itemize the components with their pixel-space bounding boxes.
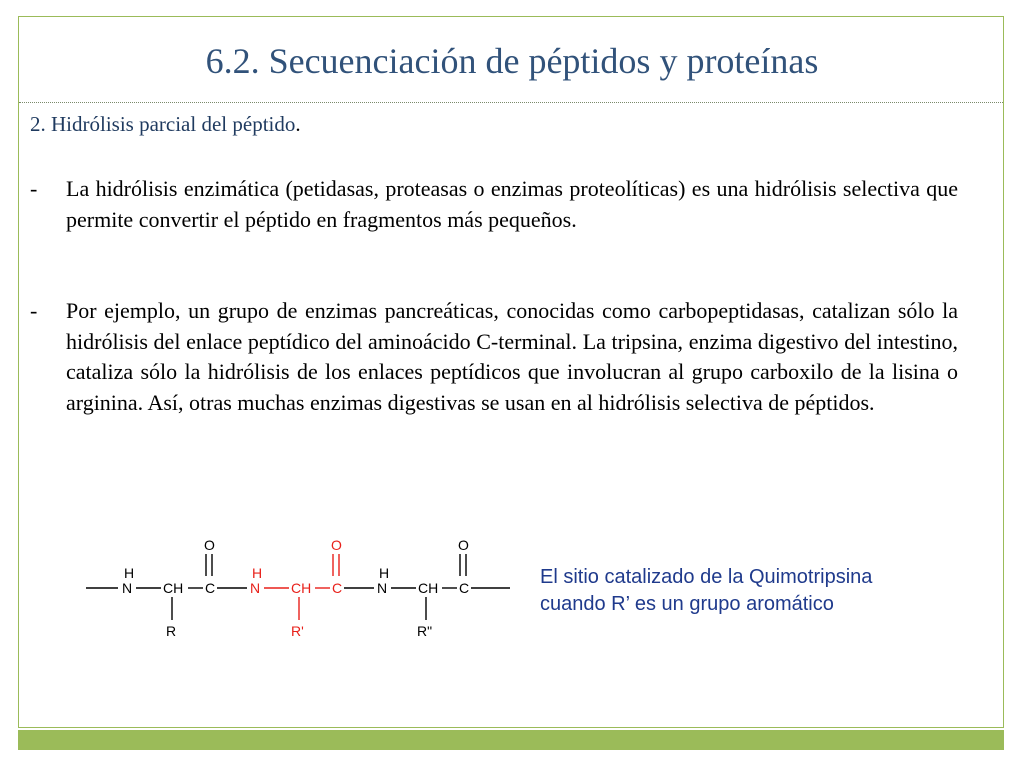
- atom-o: O: [204, 537, 215, 553]
- title-divider: [19, 102, 1003, 103]
- section-heading: [30, 112, 301, 137]
- atom-ch: CH: [418, 580, 439, 596]
- caption-line: cuando R’ es un grupo aromático: [540, 593, 834, 615]
- atom-ch: CH: [291, 580, 312, 596]
- diagram-caption: [540, 564, 872, 618]
- atom-r-prime: R': [291, 623, 304, 639]
- slide-title: 6.2. Secuenciación de péptidos y proteínas: [205, 41, 819, 81]
- section-heading-text: 2. Hidrólisis parcial del péptido: [30, 112, 296, 136]
- atom-n: N: [377, 580, 388, 596]
- atom-n: N: [250, 580, 261, 596]
- section-heading-period: .: [295, 112, 301, 136]
- bullet-text: La hidrólisis enzimática (petidasas, proteasas o enzimas proteolíticas) es una hidrólisis selectiva que permite convertir el péptido en fragmentos más pequeños.: [66, 176, 958, 232]
- caption-line: El sitio catalizado de la Quimotripsina: [540, 566, 873, 588]
- bullet-marker: -: [30, 298, 38, 323]
- peptide-structure-diagram: [82, 536, 522, 642]
- atom-h: H: [124, 565, 135, 581]
- bullet-text: Por ejemplo, un grupo de enzimas pancreáticas, conocidas como carbopeptidasas, catalizan sólo la hidrólisis del enlace peptídico del aminoácido C-terminal. La tripsina, enzima digestivo del intestino, cataliza sólo la hidrólisis de los enlaces peptídicos que involucran al grupo carboxilo de la lisina o arginina. Así, otras muchas enzimas digestivas se usan en al hidrólisis selectiva de péptidos.: [66, 298, 958, 415]
- atom-c: C: [332, 580, 343, 596]
- bullet-item: [30, 174, 958, 235]
- atom-n: N: [122, 580, 133, 596]
- atom-c: C: [205, 580, 216, 596]
- atom-c: C: [459, 580, 470, 596]
- bullet-item: [30, 296, 958, 418]
- residue-1: [86, 554, 212, 620]
- bullet-marker: -: [30, 176, 38, 201]
- atom-r-double-prime: R": [417, 623, 433, 639]
- atom-h: H: [379, 565, 390, 581]
- atom-ch: CH: [163, 580, 184, 596]
- atom-r: R: [166, 623, 177, 639]
- residue-3: [391, 554, 510, 620]
- atom-o: O: [458, 537, 469, 553]
- atom-o: O: [331, 537, 342, 553]
- footer-bar: [18, 730, 1004, 750]
- atom-h: H: [252, 565, 263, 581]
